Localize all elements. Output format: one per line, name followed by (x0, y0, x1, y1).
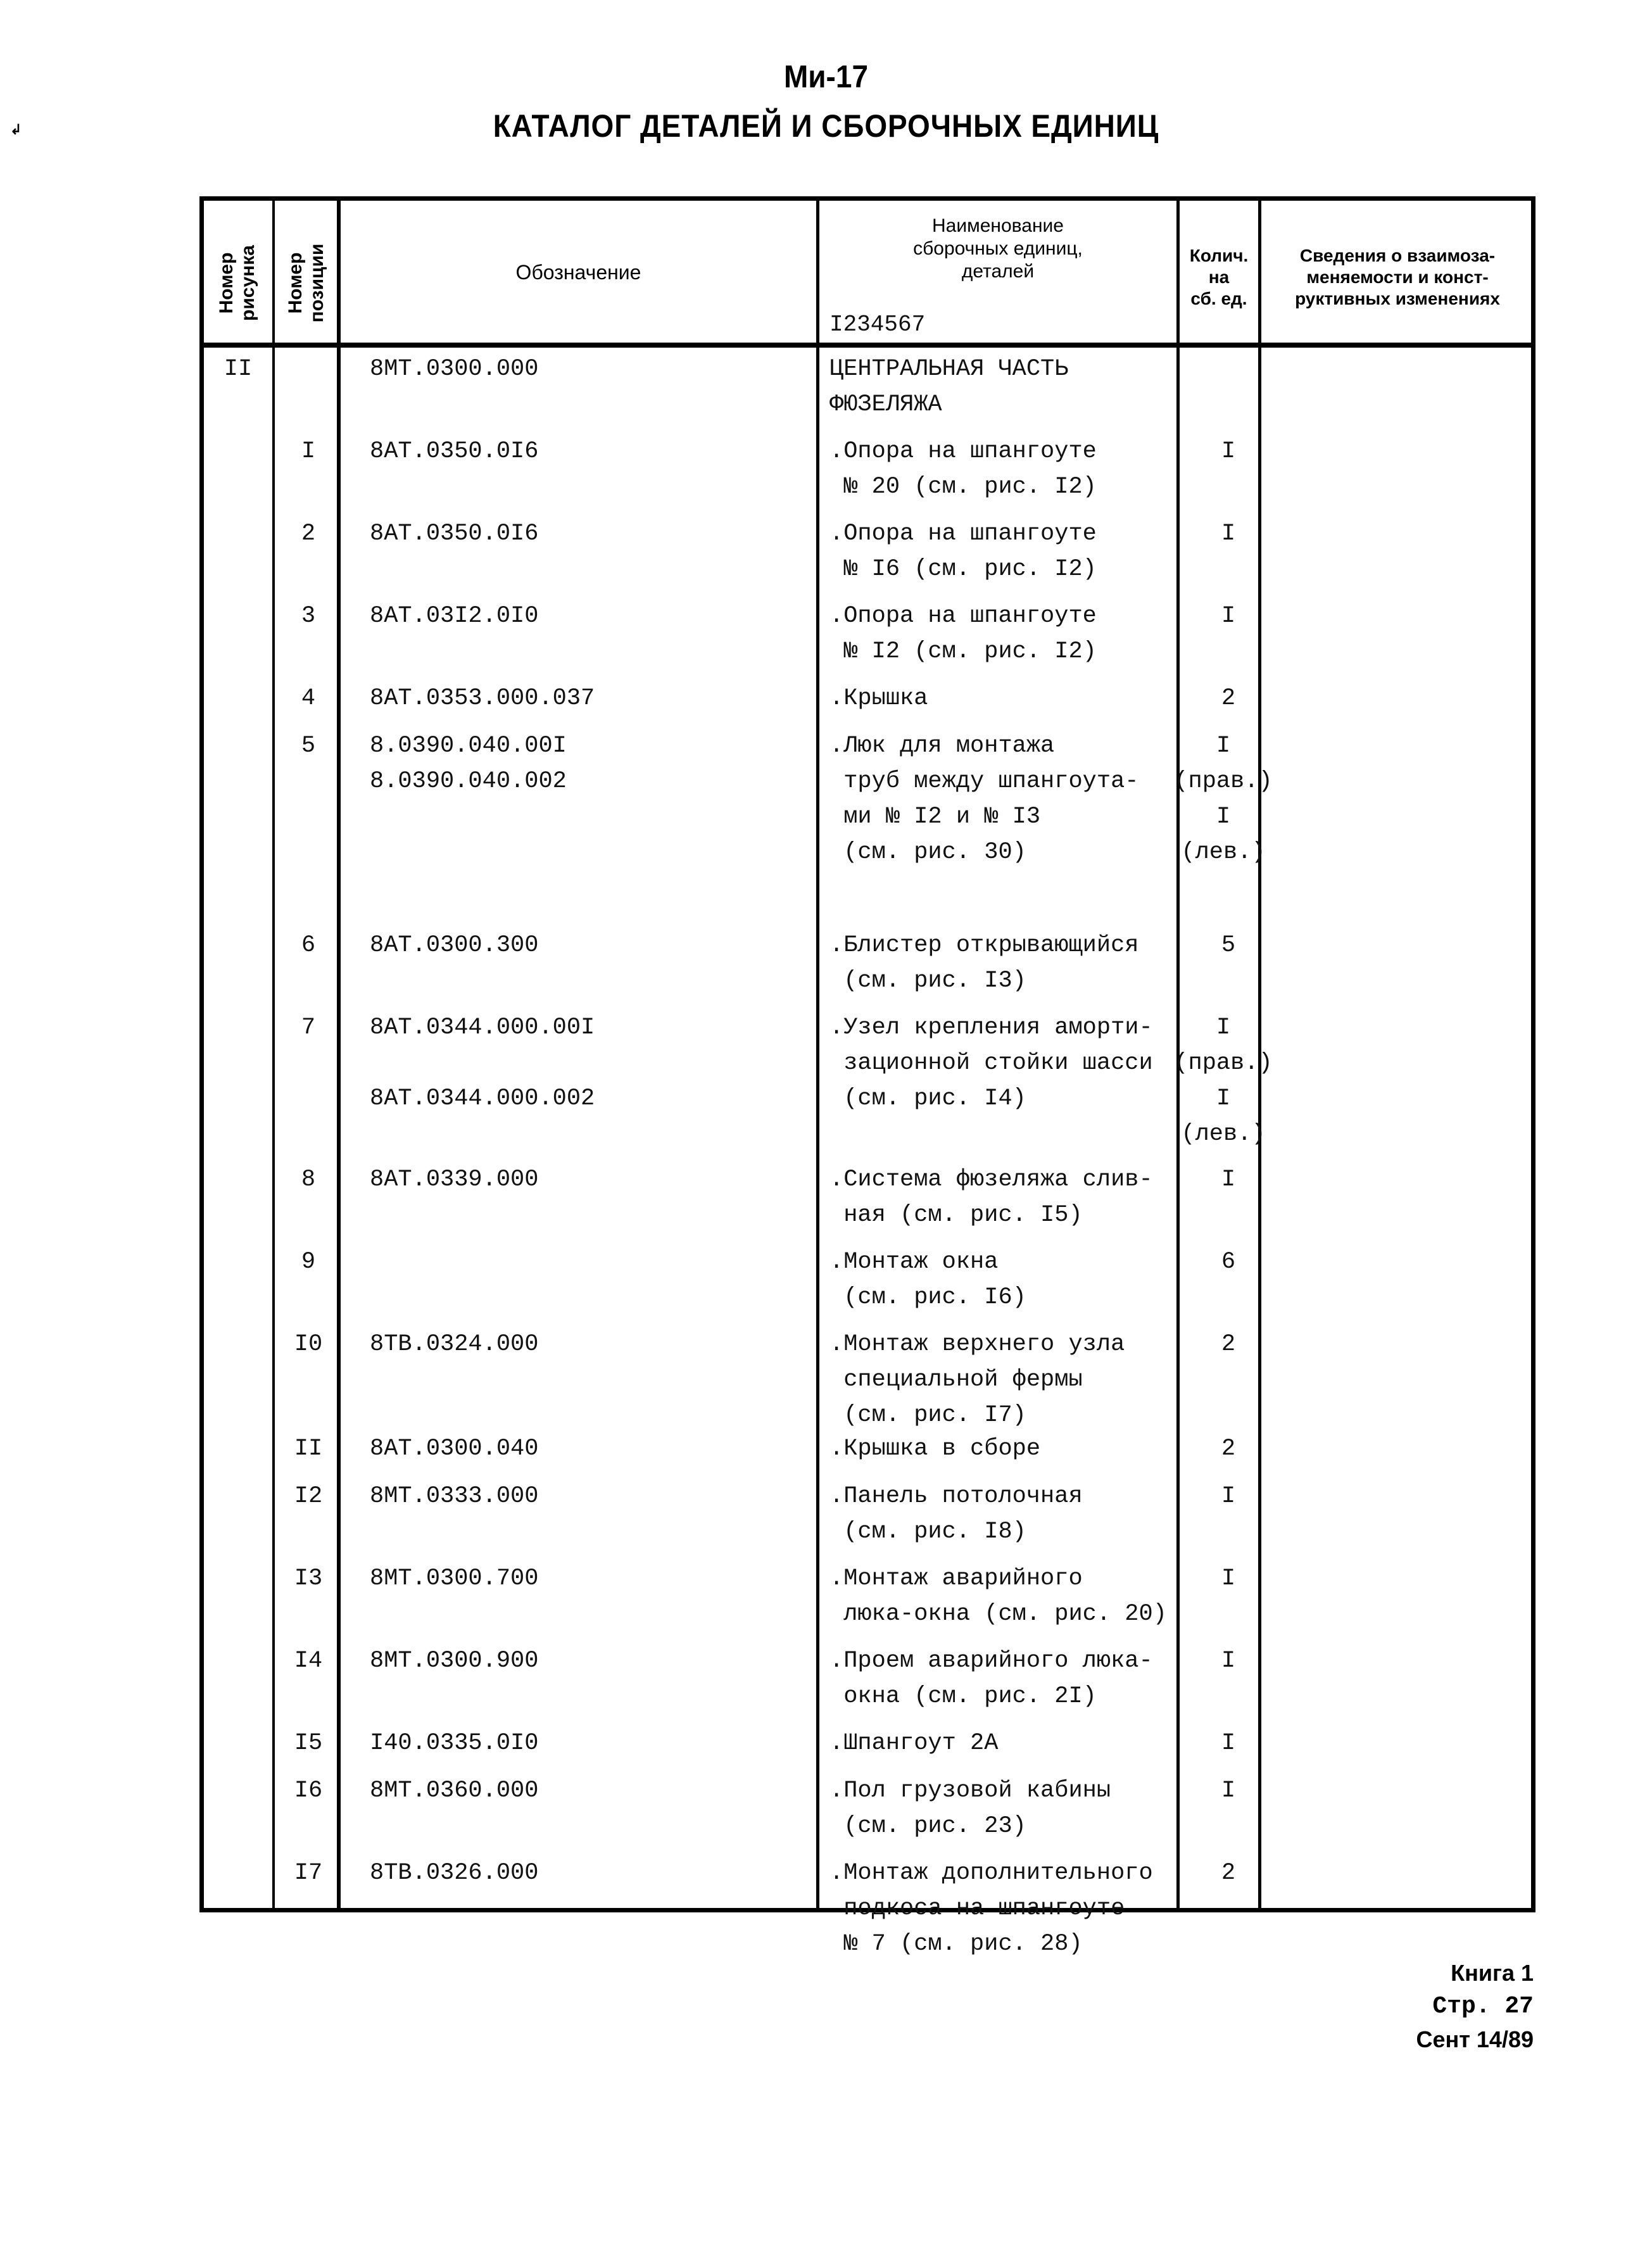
designation (370, 1479, 813, 1514)
position-number: 2 (301, 521, 316, 547)
part-name (829, 681, 1190, 716)
part-name-line: № 7 (см. рис. 28) (829, 1931, 1083, 1957)
position-number: 7 (301, 1014, 316, 1041)
position-number: 8 (301, 1166, 316, 1193)
quantity-line: I (1221, 521, 1236, 547)
quantity-line: (лев.) (1181, 1121, 1266, 1147)
part-name-line: специальной фермы (829, 1367, 1083, 1393)
designation-line: 8АТ.0350.0I6 (370, 521, 539, 547)
quantity (1184, 434, 1273, 469)
part-name-line: .Система фюзеляжа слив- (829, 1166, 1153, 1193)
position-number: I2 (294, 1483, 323, 1510)
part-name (829, 1479, 1190, 1550)
quantity-line: I (1221, 1166, 1236, 1193)
designation-line: I40.0335.0I0 (370, 1730, 539, 1757)
designation (370, 1162, 813, 1197)
book-label: Книга 1 (1451, 1960, 1534, 1986)
part-name (829, 1773, 1190, 1844)
part-name (829, 928, 1190, 999)
part-name (829, 1431, 1190, 1467)
header-position-no: Номер позиции (285, 243, 327, 323)
quantity-line: 2 (1221, 685, 1236, 712)
designation-line: 8МТ.0300.700 (370, 1565, 539, 1592)
position-number: I5 (294, 1730, 323, 1757)
part-name-line: .Панель потолочная (829, 1483, 1083, 1510)
designation-line: 8МТ.0333.000 (370, 1483, 539, 1510)
designation-line: 8АТ.0300.040 (370, 1436, 539, 1462)
part-name-line: .Монтаж дополнительного (829, 1860, 1153, 1886)
quantity-line: I (1221, 1778, 1236, 1804)
designation (370, 1010, 813, 1116)
part-name (829, 1244, 1190, 1315)
position-number: I3 (294, 1565, 323, 1592)
part-name-line: № I6 (см. рис. I2) (829, 556, 1097, 583)
part-name-line: (см. рис. I3) (829, 968, 1026, 994)
quantity-line: I (1221, 438, 1236, 465)
quantity-line: 2 (1221, 1860, 1236, 1886)
designation-line: 8МТ.0300.000 (370, 356, 539, 382)
designation-line: 8.0390.040.002 (370, 768, 567, 795)
quantity-line: I (1216, 1085, 1231, 1112)
part-name-line: .Опора на шпангоуте (829, 603, 1097, 629)
position-number: II (294, 1436, 323, 1462)
part-name (829, 1327, 1190, 1433)
header-divider (204, 343, 1531, 348)
part-name-line: ми № I2 и № I3 (829, 804, 1041, 830)
catalog-title: КАТАЛОГ ДЕТАЛЕЙ И СБОРОЧНЫХ ЕДИНИЦ (493, 108, 1159, 144)
part-name-line: окна (см. рис. 2I) (829, 1683, 1097, 1710)
position-number: I (301, 438, 316, 465)
designation-line: 8МТ.0300.900 (370, 1648, 539, 1674)
part-name-line: № I2 (см. рис. I2) (829, 638, 1097, 665)
part-name-line: .Монтаж окна (829, 1249, 999, 1275)
designation (370, 928, 813, 963)
quantity-line: (лев.) (1181, 839, 1266, 866)
quantity-line: I (1221, 1730, 1236, 1757)
page-number: Стр. 27 (1432, 1993, 1534, 2020)
position-number: I0 (294, 1331, 323, 1358)
designation-line: 8АТ.0300.300 (370, 932, 539, 959)
position-number: I4 (294, 1648, 323, 1674)
designation (370, 1726, 813, 1761)
part-name (829, 1643, 1190, 1714)
col-divider (816, 201, 819, 1908)
designation-line: 8АТ.0344.000.00I (370, 1014, 595, 1041)
designation-line: 8ТВ.0324.000 (370, 1331, 539, 1358)
designation-line: 8.0390.040.00I (370, 733, 567, 759)
quantity-line: I (1221, 603, 1236, 629)
quantity (1184, 1855, 1273, 1891)
designation-line (370, 1244, 813, 1280)
designation-line: 8АТ.0353.000.037 (370, 685, 595, 712)
position-number: 3 (301, 603, 316, 629)
part-name-line: № 20 (см. рис. I2) (829, 474, 1097, 500)
quantity (1184, 1244, 1273, 1280)
quantity (1184, 1773, 1273, 1809)
quantity-line: 2 (1221, 1331, 1236, 1358)
parts-table (199, 196, 1535, 1957)
part-name (829, 1162, 1190, 1233)
part-name (829, 1010, 1190, 1116)
figure-number: II (224, 356, 253, 382)
part-name (829, 516, 1190, 587)
position-number: 9 (301, 1249, 316, 1275)
part-name-line: .Блистер открывающийся (829, 932, 1139, 959)
designation (370, 1855, 813, 1891)
quantity-line: (прав.) (1174, 1050, 1273, 1077)
position-number: 4 (301, 685, 316, 712)
aircraft-model: Ми-17 (783, 59, 869, 94)
designation-line: 8АТ.0344.000.002 (370, 1085, 595, 1112)
designation (370, 1431, 813, 1467)
part-name-line: .Пол грузовой кабины (829, 1778, 1111, 1804)
quantity-line: I (1221, 1648, 1236, 1674)
position-number: 6 (301, 932, 316, 959)
designation (370, 1244, 813, 1280)
part-name-line: ФЮЗЕЛЯЖА (829, 391, 942, 418)
designation (370, 681, 813, 716)
header-name: Наименование сборочных единиц, деталей (913, 215, 1083, 282)
quantity (1184, 1643, 1273, 1679)
part-name-line: (см. рис. I8) (829, 1519, 1026, 1545)
designation (370, 598, 813, 634)
quantity (1184, 928, 1273, 963)
quantity (1184, 598, 1273, 634)
part-name-line: подкоса на шпангоуте (829, 1895, 1125, 1922)
position-number: I6 (294, 1778, 323, 1804)
designation (370, 1561, 813, 1596)
part-name-line: .Крышка в сборе (829, 1436, 1041, 1462)
part-name (829, 598, 1190, 669)
position-number: I7 (294, 1860, 323, 1886)
designation-line: 8АТ.0339.000 (370, 1166, 539, 1193)
part-name (829, 351, 1190, 422)
designation (370, 434, 813, 469)
part-name-line: .Узел крепления аморти- (829, 1014, 1153, 1041)
part-name-line: .Монтаж верхнего узла (829, 1331, 1125, 1358)
quantity (1184, 681, 1273, 716)
part-name (829, 1561, 1190, 1632)
designation-line: 8АТ.0350.0I6 (370, 438, 539, 465)
part-name-line: .Люк для монтажа (829, 733, 1055, 759)
col-divider (272, 201, 275, 1908)
quantity (1173, 728, 1274, 870)
part-name-line: (см. рис. 23) (829, 1813, 1026, 1840)
designation (370, 351, 813, 387)
header-name-index: I234567 (829, 312, 926, 338)
quantity-line: I (1221, 1483, 1236, 1510)
part-name (829, 1855, 1190, 1962)
quantity (1184, 1561, 1273, 1596)
quantity (1184, 516, 1273, 552)
quantity (1173, 1010, 1274, 1152)
header-interchangeability: Сведения о взаимоза- меняемости и конст- руктивных изменениях (1295, 246, 1500, 308)
designation-line: 8МТ.0360.000 (370, 1778, 539, 1804)
part-name-line: труб между шпангоута- (829, 768, 1139, 795)
position-number: 5 (301, 733, 316, 759)
header-designation: Обозначение (515, 261, 641, 284)
part-name-line: люка-окна (см. рис. 20) (829, 1601, 1167, 1627)
designation-line: 8ТВ.0326.000 (370, 1860, 539, 1886)
designation (370, 728, 813, 799)
part-name-line: (см. рис. 30) (829, 839, 1026, 866)
part-name-line: (см. рис. I7) (829, 1402, 1026, 1429)
header-figure-no: Номер рисунка (216, 245, 258, 321)
part-name-line: (см. рис. I6) (829, 1284, 1026, 1311)
quantity (1184, 1726, 1273, 1761)
designation (370, 1773, 813, 1809)
revision-date: Сент 14/89 (1416, 2026, 1534, 2052)
designation (370, 516, 813, 552)
part-name-line: .Монтаж аварийного (829, 1565, 1083, 1592)
quantity (1184, 1162, 1273, 1197)
part-name-line: .Опора на шпангоуте (829, 521, 1097, 547)
quantity (1184, 1431, 1273, 1467)
quantity (1184, 1479, 1273, 1514)
designation (370, 1643, 813, 1679)
part-name-line: .Опора на шпангоуте (829, 438, 1097, 465)
part-name (829, 434, 1190, 505)
part-name-line: ЦЕНТРАЛЬНАЯ ЧАСТЬ (829, 356, 1069, 382)
part-name-line: .Крышка (829, 685, 928, 712)
designation (370, 1327, 813, 1362)
designation-line (370, 1045, 813, 1081)
quantity-line: 5 (1221, 932, 1236, 959)
quantity-line: 2 (1221, 1436, 1236, 1462)
quantity-line: 6 (1221, 1249, 1236, 1275)
quantity-line: I (1216, 804, 1231, 830)
part-name (829, 728, 1190, 870)
quantity (1184, 1327, 1273, 1362)
part-name (829, 1726, 1190, 1761)
quantity-line: I (1221, 1565, 1236, 1592)
designation-line: 8АТ.03I2.0I0 (370, 603, 539, 629)
margin-mark: ↲ (10, 122, 22, 137)
quantity-line: I (1216, 733, 1231, 759)
part-name-line: .Проем аварийного люка- (829, 1648, 1153, 1674)
part-name-line: (см. рис. I4) (829, 1085, 1026, 1112)
quantity-line: I (1216, 1014, 1231, 1041)
part-name-line: .Шпангоут 2А (829, 1730, 999, 1757)
part-name-line: ная (см. рис. I5) (829, 1202, 1083, 1228)
header-quantity: Колич. на сб. ед. (1189, 246, 1249, 308)
part-name-line: зационной стойки шасси (829, 1050, 1153, 1077)
quantity-line: (прав.) (1174, 768, 1273, 795)
